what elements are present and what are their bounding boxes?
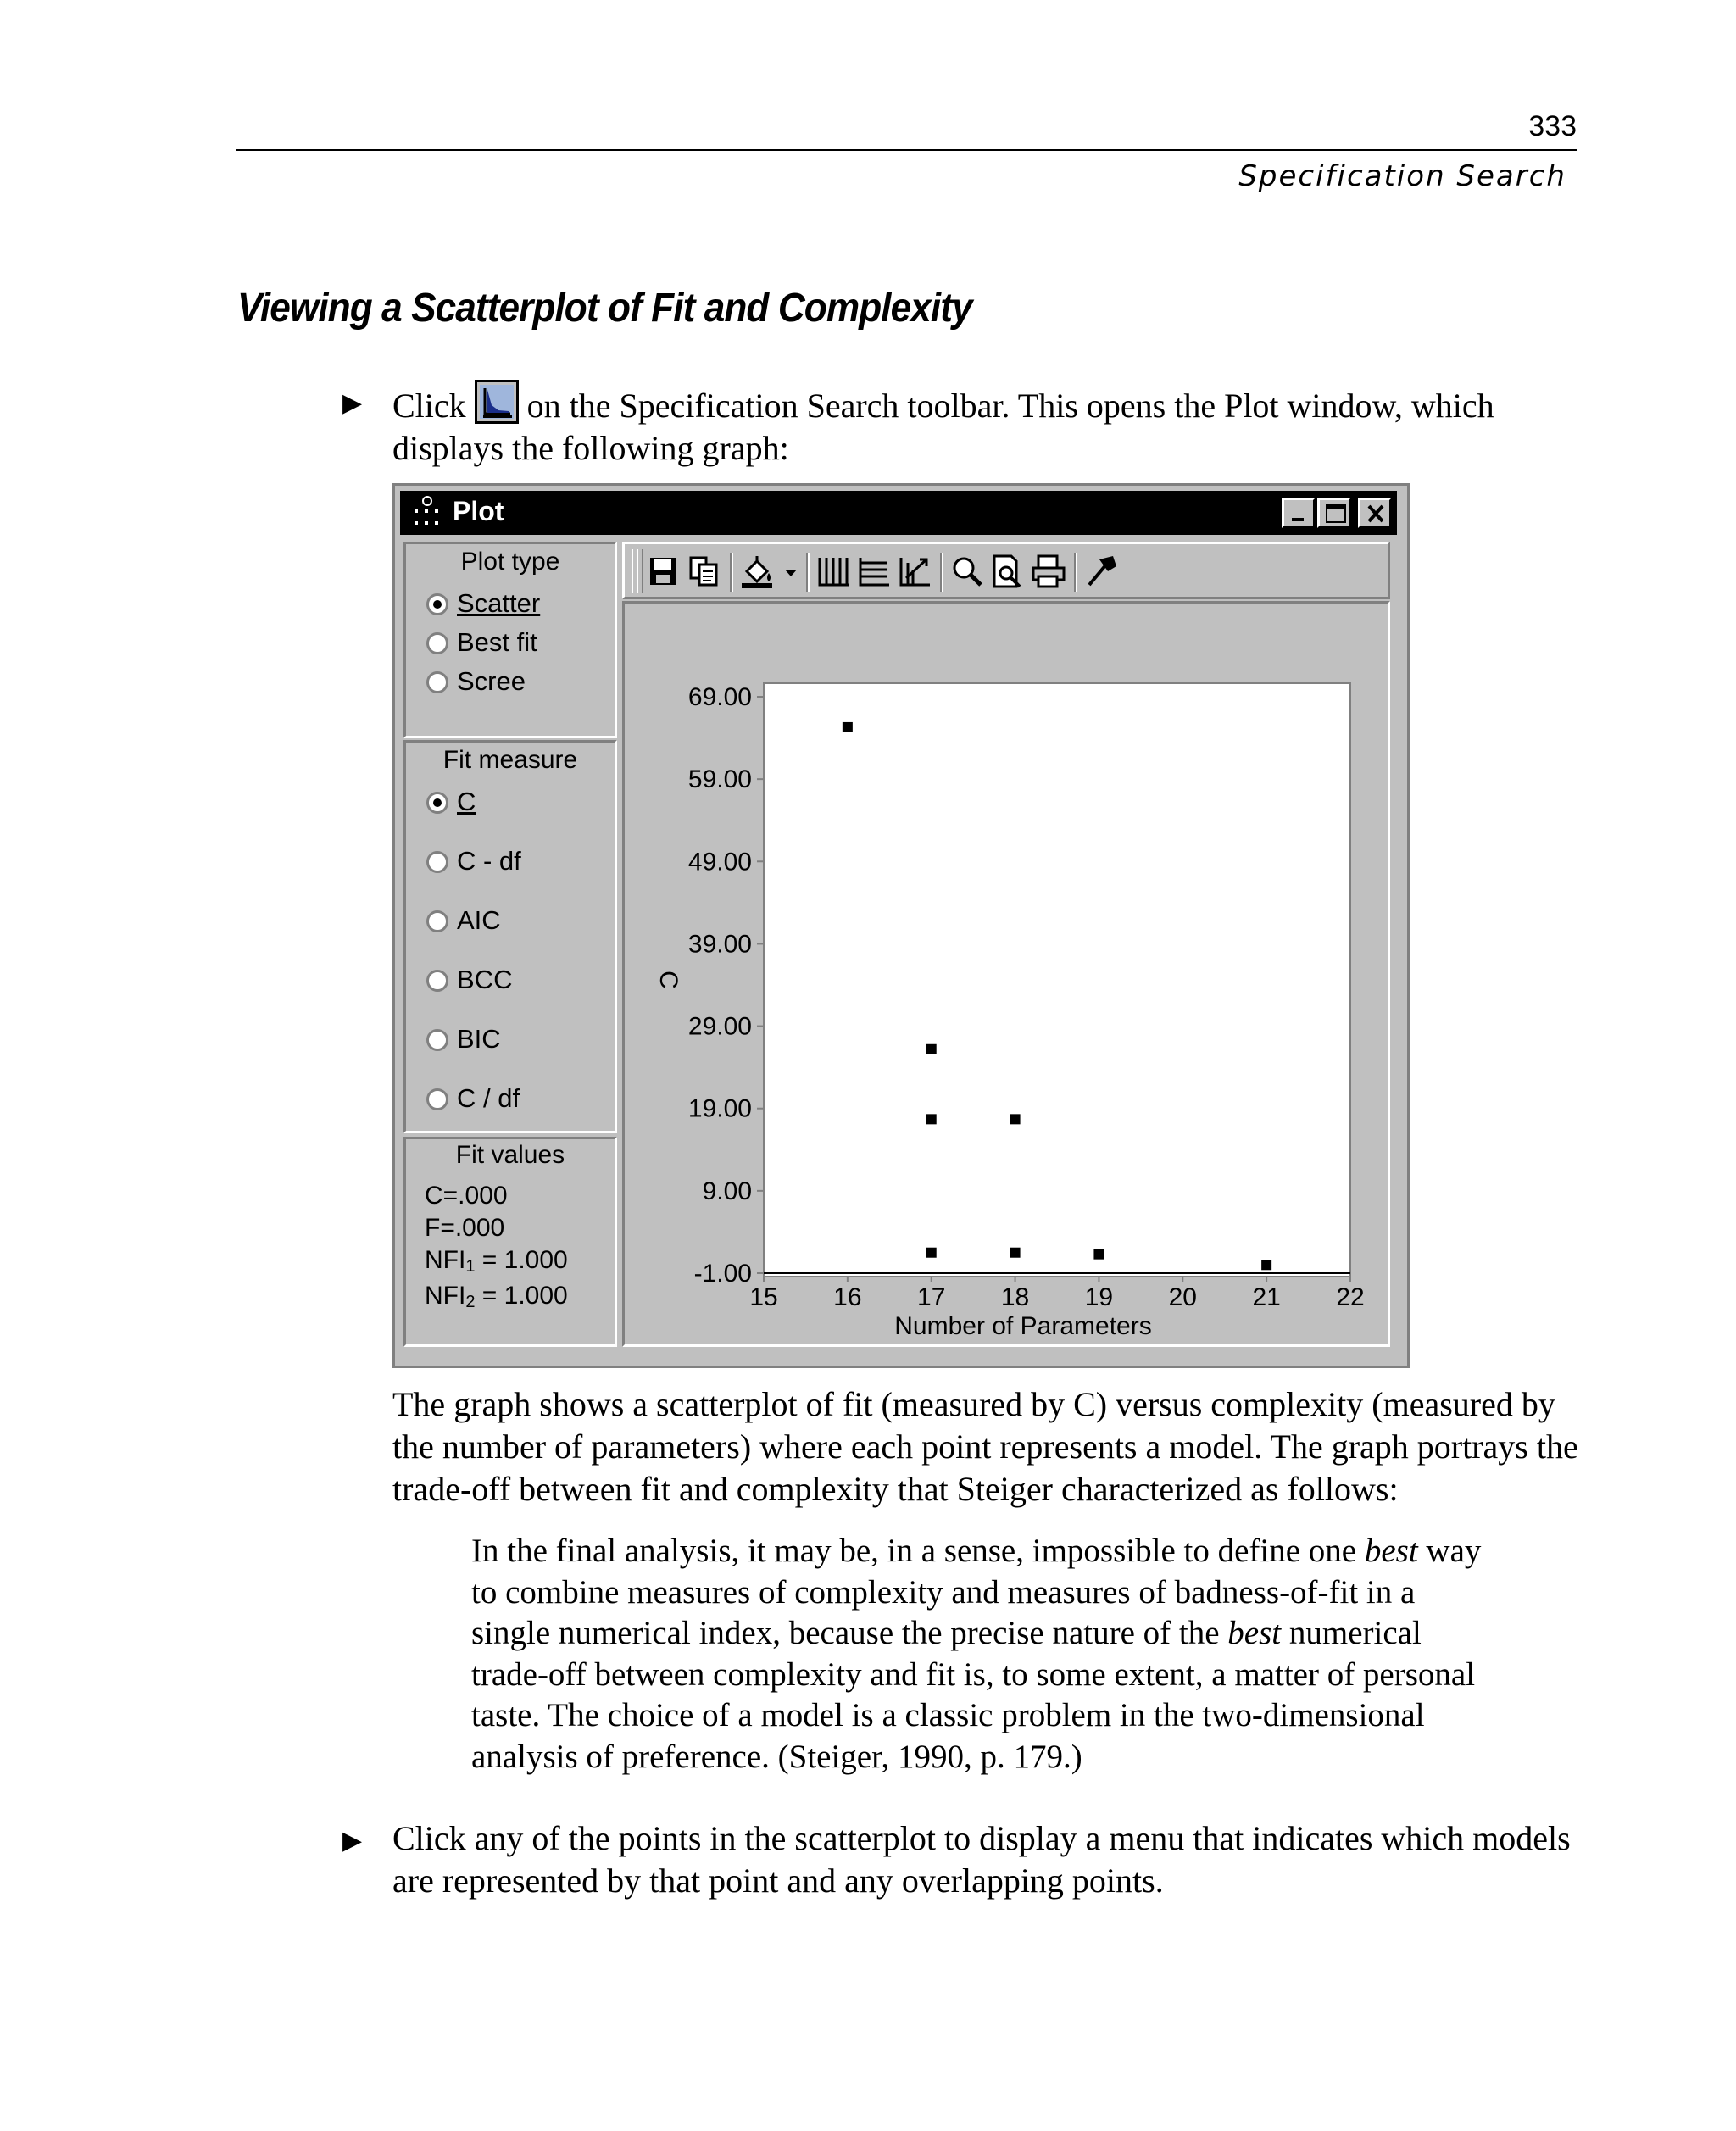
toolbar-grip-2: [637, 549, 643, 593]
close-button[interactable]: [1358, 498, 1392, 528]
fit-values-group: [403, 1137, 617, 1347]
plot-toolbar: [622, 542, 1390, 599]
radio-scatter-circle: [426, 593, 448, 615]
y-tick-label: 9.00: [702, 1177, 752, 1205]
radio-best-fit[interactable]: [426, 627, 537, 658]
minimize-button[interactable]: [1282, 498, 1316, 528]
radio-bcc-circle: [426, 970, 448, 992]
quote-emphasis-2: best: [1227, 1615, 1282, 1651]
nfi2-subscript: 2: [465, 1293, 476, 1311]
toolbar-separator: [1074, 553, 1077, 592]
radio-aic[interactable]: [426, 905, 501, 936]
x-tick-label: 22: [1336, 1283, 1365, 1311]
radio-c-over-df-label: C / df: [457, 1083, 520, 1113]
scatter-point[interactable]: [1010, 1114, 1021, 1124]
scatter-point[interactable]: [926, 1044, 937, 1054]
nfi1-prefix: NFI: [425, 1246, 466, 1274]
fit-measure-group: [403, 740, 617, 1133]
quote-emphasis-1: best: [1364, 1533, 1418, 1569]
toolbar-separator: [806, 553, 810, 592]
step-1-text-after: on the Specification Search toolbar. This opens the Plot window, which displays the following graph:: [392, 387, 1494, 467]
plot-toolbar-icon: [475, 380, 519, 424]
running-head: Specification Search: [1238, 159, 1566, 193]
header-rule: [236, 149, 1577, 151]
maximize-button[interactable]: [1317, 498, 1351, 528]
quote-part-1: In the final analysis, it may be, in a sense, impossible to define one: [471, 1533, 1365, 1569]
fit-values-label: Fit values: [455, 1141, 565, 1169]
y-axis: [688, 683, 764, 1288]
radio-c[interactable]: [426, 787, 476, 817]
radio-scatter-label: Scatter: [457, 588, 541, 618]
plot-frame: [764, 683, 1350, 1277]
nfi2-prefix: NFI: [425, 1282, 466, 1310]
bullet-marker: ▶: [342, 1827, 363, 1855]
scatter-chart: [625, 604, 1388, 1344]
print-preview-icon[interactable]: [989, 553, 1027, 590]
scatter-point[interactable]: [926, 1114, 937, 1124]
page-number: 333: [1528, 110, 1577, 142]
y-tick-label: 49.00: [687, 848, 752, 876]
y-tick-label: 19.00: [687, 1094, 752, 1123]
bullet-marker: ▶: [342, 389, 363, 417]
fill-color-icon[interactable]: [738, 553, 777, 590]
radio-scatter[interactable]: [426, 588, 540, 619]
toolbar-separator: [730, 553, 733, 592]
radio-scree-label: Scree: [457, 666, 526, 696]
fit-value-nfi2: [425, 1282, 568, 1312]
step-1-text-before: Click: [392, 387, 466, 425]
fit-value-nfi1: [425, 1246, 568, 1277]
dropdown-arrow-icon[interactable]: [782, 553, 801, 590]
zoom-icon[interactable]: [949, 553, 986, 590]
properties-hammer-icon[interactable]: [1082, 553, 1120, 590]
print-icon[interactable]: [1030, 553, 1067, 590]
y-tick-label: 69.00: [687, 683, 752, 711]
radio-c-over-df[interactable]: [426, 1083, 520, 1114]
x-axis-label: Number of Parameters: [894, 1312, 1152, 1340]
fit-value-f: F=.000: [425, 1214, 505, 1242]
y-axis-label: C: [654, 971, 682, 989]
radio-scree[interactable]: [426, 666, 526, 697]
radio-bcc[interactable]: [426, 965, 512, 995]
y-tick-label: 39.00: [687, 930, 752, 959]
toolbar-separator: [940, 553, 943, 592]
radio-bic[interactable]: [426, 1024, 501, 1054]
axis-settings-icon[interactable]: [896, 553, 933, 590]
plot-window-title-bar[interactable]: [400, 491, 1397, 535]
quote-part-3: numerical trade-off between complexity and fit is, to some extent, a matter of personal taste. The choice of a model is a classic problem in the two-dimensional analysis of preference. (Steiger, 1990, p. 179.): [471, 1615, 1476, 1775]
radio-c-df-circle: [426, 851, 448, 873]
radio-c-over-df-circle: [426, 1088, 448, 1110]
quote-part-2: way to combine measures of complexity and measures of badness-of-fit in a single numerical index, because the precise nature of the: [471, 1533, 1482, 1651]
plot-type-group: [403, 542, 617, 738]
scatter-point[interactable]: [843, 722, 853, 732]
x-axis: [749, 1273, 1364, 1311]
radio-best-fit-label: Best fit: [457, 627, 537, 657]
plot-window: [392, 483, 1410, 1368]
scatter-point[interactable]: [1261, 1260, 1271, 1270]
plot-window-title: Plot: [453, 496, 504, 526]
fit-measure-label: Fit measure: [442, 746, 578, 774]
radio-best-fit-circle: [426, 632, 448, 654]
horizontal-grid-icon[interactable]: [855, 553, 893, 590]
x-tick-label: 16: [833, 1283, 862, 1311]
y-tick-label: 59.00: [687, 765, 752, 794]
radio-bcc-label: BCC: [457, 965, 513, 994]
x-tick-label: 17: [917, 1283, 946, 1311]
app-icon: [412, 496, 442, 534]
nfi1-value: = 1.000: [475, 1246, 568, 1274]
radio-bic-label: BIC: [457, 1024, 501, 1054]
nfi1-subscript: 1: [465, 1257, 476, 1276]
step-1-text: [392, 380, 1596, 470]
plot-area: [622, 601, 1390, 1347]
radio-c-label: C: [457, 787, 476, 816]
radio-scree-circle: [426, 671, 448, 693]
x-tick-label: 19: [1084, 1283, 1114, 1311]
section-title: Viewing a Scatterplot of Fit and Complexity: [237, 286, 972, 331]
scatter-point[interactable]: [1093, 1249, 1104, 1260]
x-tick-label: 20: [1168, 1283, 1197, 1311]
y-tick-label: -1.00: [693, 1260, 752, 1288]
y-tick-label: 29.00: [687, 1012, 752, 1041]
vertical-grid-icon[interactable]: [815, 553, 852, 590]
plot-type-label: Plot type: [460, 548, 560, 576]
scatter-point[interactable]: [926, 1248, 937, 1258]
x-tick-label: 21: [1252, 1283, 1281, 1311]
x-tick-label: 15: [749, 1283, 778, 1311]
radio-aic-label: AIC: [457, 905, 501, 935]
block-quote: [471, 1531, 1488, 1778]
radio-c-df-label: C - df: [457, 846, 521, 876]
scatter-point[interactable]: [1010, 1248, 1021, 1258]
radio-aic-circle: [426, 910, 448, 932]
x-tick-label: 18: [1000, 1283, 1030, 1311]
copy-icon[interactable]: [687, 553, 721, 590]
fit-value-c: C=.000: [425, 1182, 508, 1210]
radio-c-circle: [426, 792, 448, 814]
radio-bic-circle: [426, 1029, 448, 1051]
paragraph-1: The graph shows a scatterplot of fit (measured by C) versus complexity (measured by the number of parameters) where each point represents a model. The graph portrays the trade-off between fit and complexity that Steiger characterized as follows:: [392, 1385, 1578, 1508]
radio-c-df[interactable]: [426, 846, 521, 876]
nfi2-value: = 1.000: [475, 1282, 568, 1310]
save-icon[interactable]: [647, 553, 681, 590]
step-2-text: Click any of the points in the scatterplot to display a menu that indicates which models are represented by that point and any overlapping points.: [392, 1819, 1571, 1900]
